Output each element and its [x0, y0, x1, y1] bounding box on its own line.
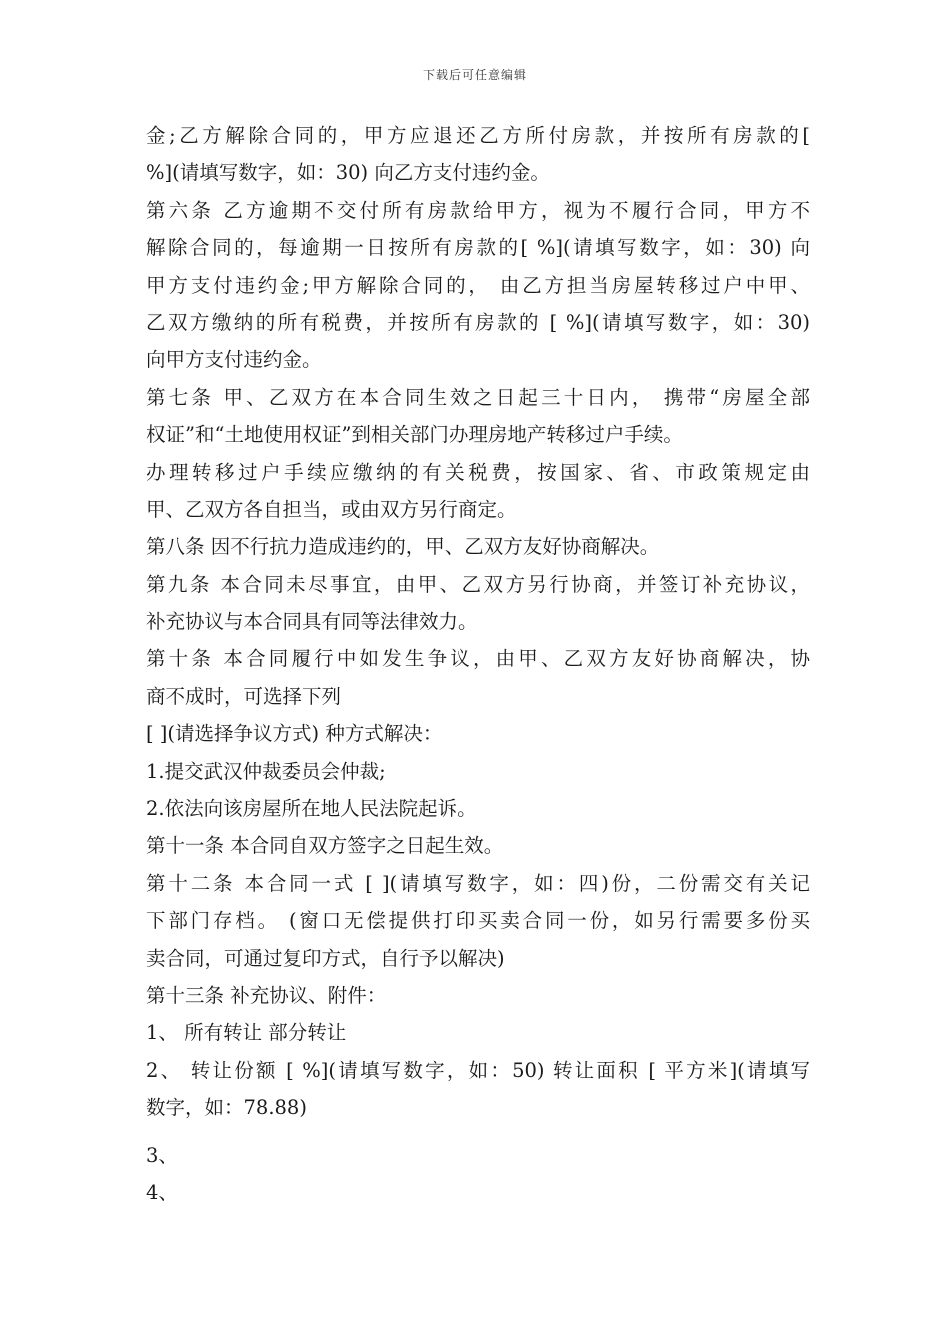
text-line: 补充协议与本合同具有同等法律效力。 [146, 610, 478, 634]
text-line: 第六条 乙方逾期不交付所有房款给甲方，视为不履行合同，甲方不 [146, 198, 810, 222]
text-line: 第十一条 本合同自双方签字之日起生效。 [146, 834, 504, 858]
text-line: 2.依法向该房屋所在地人民法院起诉。 [146, 797, 477, 821]
text-line: 解除合同的，每逾期一日按所有房款的[ %](请填写数字，如：30) 向 [146, 236, 810, 260]
text-line: 第九条 本合同未尽事宜，由甲、乙双方另行协商，并签订补充协议， [146, 572, 810, 596]
text-line: 3、 [146, 1143, 178, 1167]
text-line: 甲方支付违约金;甲方解除合同的， 由乙方担当房屋转移过户中甲、 [146, 273, 810, 297]
text-line: 第十条 本合同履行中如发生争议，由甲、乙双方友好协商解决，协 [146, 647, 810, 671]
text-line: 卖合同，可通过复印方式，自行予以解决) [146, 946, 505, 970]
text-line: 金;乙方解除合同的，甲方应退还乙方所付房款，并按所有房款的[ [146, 124, 810, 147]
page-header: 下载后可任意编辑 [422, 68, 527, 82]
text-line: 权证”和“土地使用权证”到相关部门办理房地产转移过户手续。 [146, 423, 683, 447]
text-line: 第七条 甲、乙双方在本合同生效之日起三十日内， 携带“房屋全部 [146, 385, 810, 409]
text-line: 甲、乙双方各自担当，或由双方另行商定。 [146, 497, 517, 521]
text-line: 4、 [146, 1180, 178, 1204]
text-line: [ ](请选择争议方式) 种方式解决： [146, 722, 443, 746]
document-body [146, 117, 810, 1211]
text-line: 向甲方支付违约金。 [146, 348, 322, 372]
text-line: %](请填写数字，如：30) 向乙方支付违约金。 [146, 161, 550, 185]
text-line: 办理转移过户手续应缴纳的有关税费，按国家、省、市政策规定由 [146, 460, 810, 484]
text-line: 1.提交武汉仲裁委员会仲裁; [146, 759, 386, 783]
text-line: 第八条 因不行抗力造成违约的，甲、乙双方友好协商解决。 [146, 535, 660, 559]
text-line: 数字，如：78.88) [146, 1096, 307, 1120]
text-line: 1、 所有转让 部分转让 [146, 1021, 347, 1045]
text-line: 乙双方缴纳的所有税费，并按所有房款的 [ %](请填写数字，如：30) [146, 310, 810, 334]
text-line: 第十三条 补充协议、附件： [146, 983, 387, 1007]
text-line: 下部门存档。 (窗口无偿提供打印买卖合同一份，如另行需要多份买 [146, 909, 810, 933]
text-line: 2、 转让份额 [ %](请填写数字，如：50) 转让面积 [ 平方米](请填写 [146, 1058, 810, 1082]
text-line: 第十二条 本合同一式 [ ](请填写数字，如：四)份，二份需交有关记 [146, 871, 810, 895]
text-line: 商不成时，可选择下列 [146, 684, 342, 708]
